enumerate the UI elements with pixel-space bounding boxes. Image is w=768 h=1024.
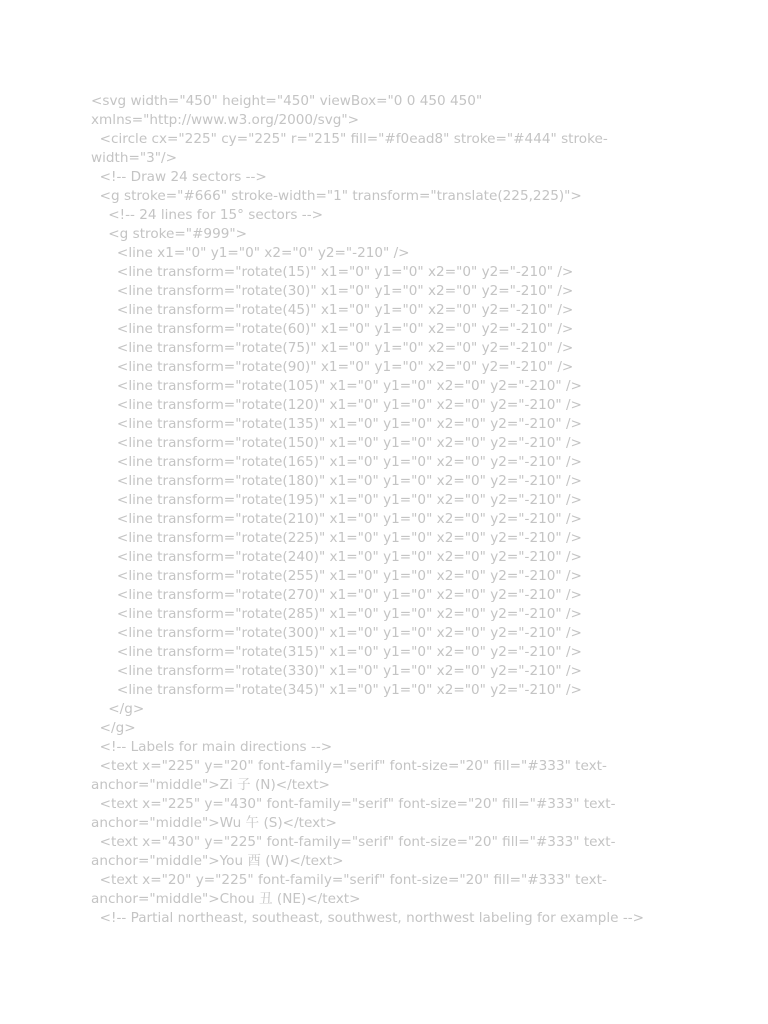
code-line: <text x="225" y="430" font-family="serif" font-size="20" fill="#333" text- (91, 796, 616, 812)
code-line: <line transform="rotate(150)" x1="0" y1="0" x2="0" y2="-210" /> (91, 435, 582, 451)
code-line: <g stroke="#666" stroke-width="1" transform="translate(225,225)"> (91, 188, 582, 204)
code-line: <line transform="rotate(270)" x1="0" y1="0" x2="0" y2="-210" /> (91, 587, 582, 603)
code-line: xmlns="http://www.w3.org/2000/svg"> (91, 112, 360, 128)
code-line: </g> (91, 720, 136, 736)
code-line: <line transform="rotate(165)" x1="0" y1="0" x2="0" y2="-210" /> (91, 454, 582, 470)
code-line: <line transform="rotate(285)" x1="0" y1="0" x2="0" y2="-210" /> (91, 606, 582, 622)
code-line: <line transform="rotate(330)" x1="0" y1="0" x2="0" y2="-210" /> (91, 663, 582, 679)
code-listing (91, 92, 691, 928)
code-line: <!-- Partial northeast, southeast, southwest, northwest labeling for example --> (91, 910, 645, 926)
code-line: <text x="20" y="225" font-family="serif" font-size="20" fill="#333" text- (91, 872, 607, 888)
code-line: <line transform="rotate(195)" x1="0" y1="0" x2="0" y2="-210" /> (91, 492, 582, 508)
code-line: <line transform="rotate(15)" x1="0" y1="0" x2="0" y2="-210" /> (91, 264, 574, 280)
code-line: <line transform="rotate(300)" x1="0" y1="0" x2="0" y2="-210" /> (91, 625, 582, 641)
code-line: width="3"/> (91, 150, 177, 166)
code-line: <!-- Draw 24 sectors --> (91, 169, 267, 185)
code-line: <g stroke="#999"> (91, 226, 248, 242)
code-line: <line transform="rotate(180)" x1="0" y1="0" x2="0" y2="-210" /> (91, 473, 582, 489)
code-line: </g> (91, 701, 145, 717)
code-line: anchor="middle">You 酉 (W)</text> (91, 853, 344, 869)
code-line: <line transform="rotate(240)" x1="0" y1="0" x2="0" y2="-210" /> (91, 549, 582, 565)
code-line: <!-- Labels for main directions --> (91, 739, 333, 755)
code-line: <line transform="rotate(75)" x1="0" y1="0" x2="0" y2="-210" /> (91, 340, 574, 356)
code-line: anchor="middle">Chou 丑 (NE)</text> (91, 891, 361, 907)
code-line: <circle cx="225" cy="225" r="215" fill="#f0ead8" stroke="#444" stroke- (91, 131, 608, 147)
code-line: <svg width="450" height="450" viewBox="0 0 450 450" (91, 93, 483, 109)
code-line: <line x1="0" y1="0" x2="0" y2="-210" /> (91, 245, 410, 261)
code-line: <text x="225" y="20" font-family="serif" font-size="20" fill="#333" text- (91, 758, 607, 774)
code-line: <line transform="rotate(60)" x1="0" y1="0" x2="0" y2="-210" /> (91, 321, 574, 337)
code-line: <line transform="rotate(120)" x1="0" y1="0" x2="0" y2="-210" /> (91, 397, 582, 413)
code-line: anchor="middle">Zi 子 (N)</text> (91, 777, 330, 793)
code-line: <line transform="rotate(315)" x1="0" y1="0" x2="0" y2="-210" /> (91, 644, 582, 660)
code-line: <line transform="rotate(345)" x1="0" y1="0" x2="0" y2="-210" /> (91, 682, 582, 698)
code-line: <text x="430" y="225" font-family="serif" font-size="20" fill="#333" text- (91, 834, 616, 850)
code-line: <line transform="rotate(255)" x1="0" y1="0" x2="0" y2="-210" /> (91, 568, 582, 584)
code-line: <line transform="rotate(210)" x1="0" y1="0" x2="0" y2="-210" /> (91, 511, 582, 527)
code-line: <line transform="rotate(30)" x1="0" y1="0" x2="0" y2="-210" /> (91, 283, 574, 299)
code-line: anchor="middle">Wu 午 (S)</text> (91, 815, 337, 831)
code-line: <line transform="rotate(135)" x1="0" y1="0" x2="0" y2="-210" /> (91, 416, 582, 432)
code-line: <!-- 24 lines for 15° sectors --> (91, 207, 323, 223)
code-line: <line transform="rotate(45)" x1="0" y1="0" x2="0" y2="-210" /> (91, 302, 574, 318)
code-line: <line transform="rotate(90)" x1="0" y1="0" x2="0" y2="-210" /> (91, 359, 574, 375)
code-line: <line transform="rotate(225)" x1="0" y1="0" x2="0" y2="-210" /> (91, 530, 582, 546)
code-line: <line transform="rotate(105)" x1="0" y1="0" x2="0" y2="-210" /> (91, 378, 582, 394)
